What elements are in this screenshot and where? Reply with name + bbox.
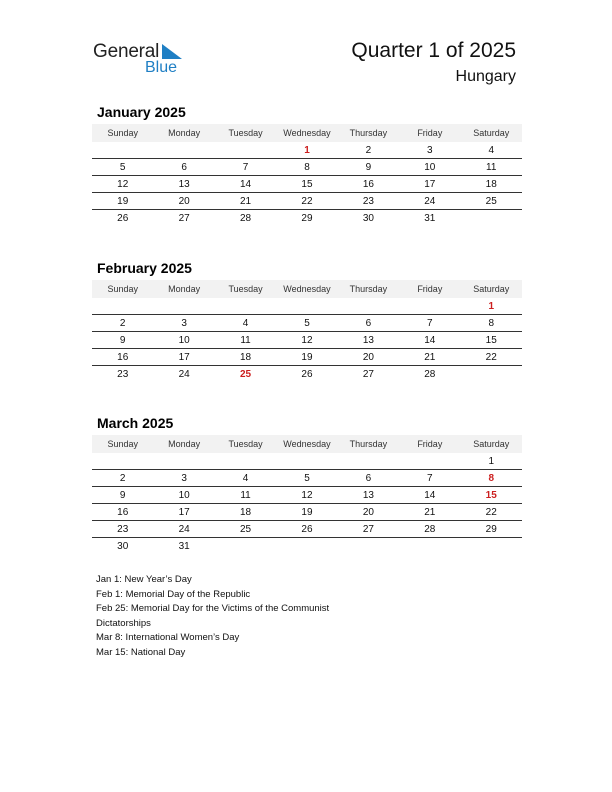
weekday-header xyxy=(92,124,522,142)
day-cell: 31 xyxy=(178,540,190,552)
holiday-note: Mar 8: International Women’s Day xyxy=(96,632,240,643)
holiday-note: Jan 1: New Year’s Day xyxy=(96,574,192,585)
day-cell: 18 xyxy=(239,351,252,363)
month-march xyxy=(92,415,522,554)
day-cell: 24 xyxy=(178,523,190,535)
day-cell: 10 xyxy=(178,334,190,346)
logo-word-general: General xyxy=(93,41,160,62)
weekday-label: Saturday xyxy=(473,439,510,449)
day-cell: 1 xyxy=(488,455,495,467)
weekday-label: Tuesday xyxy=(228,128,263,138)
day-cell: 16 xyxy=(117,506,129,518)
week-row xyxy=(92,332,522,349)
day-cell: 17 xyxy=(178,506,190,518)
day-cell: 8 xyxy=(304,161,310,173)
day-cell: 9 xyxy=(365,161,372,173)
weekday-header xyxy=(92,280,522,298)
day-cell: 2 xyxy=(365,144,372,156)
day-cell: 30 xyxy=(117,540,129,552)
weekday-label: Thursday xyxy=(349,284,388,294)
day-cell: 31 xyxy=(424,212,436,224)
day-cell: 9 xyxy=(119,489,126,501)
week-row xyxy=(92,453,522,470)
holiday-notes xyxy=(96,573,376,660)
day-cell: 25 xyxy=(239,523,252,535)
day-cell: 12 xyxy=(301,489,313,501)
day-cell: 13 xyxy=(362,489,374,501)
day-cell: 21 xyxy=(424,506,436,518)
week-row xyxy=(92,521,522,538)
day-cell: 9 xyxy=(119,334,126,346)
day-cell: 10 xyxy=(424,161,436,173)
day-cell: 6 xyxy=(181,161,187,173)
weekday-label: Wednesday xyxy=(283,439,331,449)
weekday-label: Sunday xyxy=(107,439,138,449)
week-row xyxy=(92,470,522,487)
weekday-label: Wednesday xyxy=(283,284,331,294)
weekday-label: Wednesday xyxy=(283,128,331,138)
weekday-label: Thursday xyxy=(349,128,388,138)
day-cell: 18 xyxy=(239,506,252,518)
day-cell: 7 xyxy=(242,161,249,173)
day-cell: 25 xyxy=(239,368,252,380)
weekday-label: Monday xyxy=(168,439,201,449)
week-row xyxy=(92,159,522,176)
country-name: Hungary xyxy=(455,68,516,85)
weekday-label: Friday xyxy=(417,128,443,138)
day-cell: 23 xyxy=(117,368,129,380)
day-cell: 24 xyxy=(178,368,190,380)
day-cell: 2 xyxy=(119,472,126,484)
day-cell: 19 xyxy=(301,506,313,518)
day-cell: 25 xyxy=(485,195,497,207)
day-cell: 17 xyxy=(178,351,190,363)
day-cell: 26 xyxy=(117,212,129,224)
day-cell: 16 xyxy=(362,178,374,190)
quarter-title: Quarter 1 of 2025 xyxy=(351,39,516,62)
week-row xyxy=(92,366,522,382)
week-row xyxy=(92,193,522,210)
day-cell: 1 xyxy=(304,144,310,156)
day-cell: 30 xyxy=(362,212,374,224)
weekday-label: Sunday xyxy=(107,128,138,138)
day-cell: 22 xyxy=(301,195,313,207)
day-cell: 27 xyxy=(362,523,374,535)
weekday-header xyxy=(92,435,522,453)
logo-word-blue: Blue xyxy=(145,59,178,76)
day-cell: 14 xyxy=(424,489,436,501)
month-title: January 2025 xyxy=(97,104,186,120)
day-cell: 5 xyxy=(304,317,310,329)
holiday-note: Mar 15: National Day xyxy=(96,646,186,658)
holiday-note: Dictatorships xyxy=(96,617,151,629)
day-cell: 15 xyxy=(485,489,497,501)
month-title: February 2025 xyxy=(97,260,192,276)
weekday-label: Monday xyxy=(168,128,201,138)
week-row xyxy=(92,210,522,226)
weekday-label: Tuesday xyxy=(228,284,263,294)
day-cell: 5 xyxy=(304,472,310,484)
week-row xyxy=(92,298,522,315)
logo xyxy=(93,40,193,80)
day-cell: 29 xyxy=(485,523,497,535)
day-cell: 15 xyxy=(485,334,497,346)
week-row xyxy=(92,315,522,332)
week-row xyxy=(92,176,522,193)
day-cell: 14 xyxy=(424,334,436,346)
day-cell: 19 xyxy=(301,351,313,363)
day-cell: 8 xyxy=(488,317,495,329)
day-cell: 3 xyxy=(181,317,187,329)
day-cell: 5 xyxy=(119,161,126,173)
day-cell: 16 xyxy=(117,351,129,363)
weekday-label: Friday xyxy=(417,284,443,294)
day-cell: 3 xyxy=(427,144,433,156)
day-cell: 27 xyxy=(362,368,374,380)
weekday-label: Friday xyxy=(417,439,443,449)
week-row xyxy=(92,538,522,554)
day-cell: 4 xyxy=(242,472,249,484)
day-cell: 28 xyxy=(424,523,436,535)
weekday-label: Saturday xyxy=(473,284,510,294)
day-cell: 20 xyxy=(362,506,374,518)
day-cell: 26 xyxy=(301,523,313,535)
day-cell: 20 xyxy=(362,351,374,363)
day-cell: 15 xyxy=(301,178,313,190)
day-cell: 24 xyxy=(424,195,436,207)
day-cell: 6 xyxy=(365,472,372,484)
logo-triangle-icon xyxy=(162,44,182,59)
day-cell: 21 xyxy=(424,351,436,363)
day-cell: 27 xyxy=(178,212,190,224)
weekday-label: Thursday xyxy=(349,439,388,449)
day-cell: 10 xyxy=(178,489,190,501)
weekday-label: Sunday xyxy=(107,284,138,294)
day-cell: 11 xyxy=(240,489,251,501)
week-row xyxy=(92,487,522,504)
day-cell: 13 xyxy=(178,178,190,190)
day-cell: 11 xyxy=(240,334,251,346)
day-cell: 18 xyxy=(485,178,497,190)
day-cell: 7 xyxy=(427,472,433,484)
holiday-note: Feb 25: Memorial Day for the Victims of the Communist xyxy=(96,603,330,614)
month-title: March 2025 xyxy=(97,415,174,431)
holiday-note: Feb 1: Memorial Day of the Republic xyxy=(96,588,251,600)
day-cell: 28 xyxy=(424,368,436,380)
day-cell: 4 xyxy=(242,317,249,329)
day-cell: 12 xyxy=(301,334,313,346)
day-cell: 14 xyxy=(239,178,252,190)
day-cell: 20 xyxy=(178,195,190,207)
day-cell: 23 xyxy=(362,195,374,207)
weekday-label: Monday xyxy=(168,284,201,294)
day-cell: 8 xyxy=(488,472,495,484)
day-cell: 23 xyxy=(117,523,129,535)
day-cell: 29 xyxy=(301,212,313,224)
month-january xyxy=(92,104,522,226)
day-cell: 11 xyxy=(486,161,497,173)
day-cell: 7 xyxy=(427,317,433,329)
day-cell: 3 xyxy=(181,472,187,484)
day-cell: 17 xyxy=(424,178,436,190)
day-cell: 6 xyxy=(365,317,372,329)
day-cell: 13 xyxy=(362,334,374,346)
day-cell: 1 xyxy=(488,300,495,312)
day-cell: 2 xyxy=(119,317,126,329)
week-row xyxy=(92,349,522,366)
day-cell: 22 xyxy=(485,506,497,518)
day-cell: 4 xyxy=(488,144,495,156)
weekday-label: Saturday xyxy=(473,128,510,138)
day-cell: 12 xyxy=(117,178,129,190)
day-cell: 26 xyxy=(301,368,313,380)
week-row xyxy=(92,504,522,521)
month-february xyxy=(92,260,522,382)
day-cell: 22 xyxy=(485,351,497,363)
weekday-label: Tuesday xyxy=(228,439,263,449)
day-cell: 21 xyxy=(239,195,252,207)
week-row xyxy=(92,142,522,159)
day-cell: 19 xyxy=(117,195,129,207)
day-cell: 28 xyxy=(239,212,252,224)
